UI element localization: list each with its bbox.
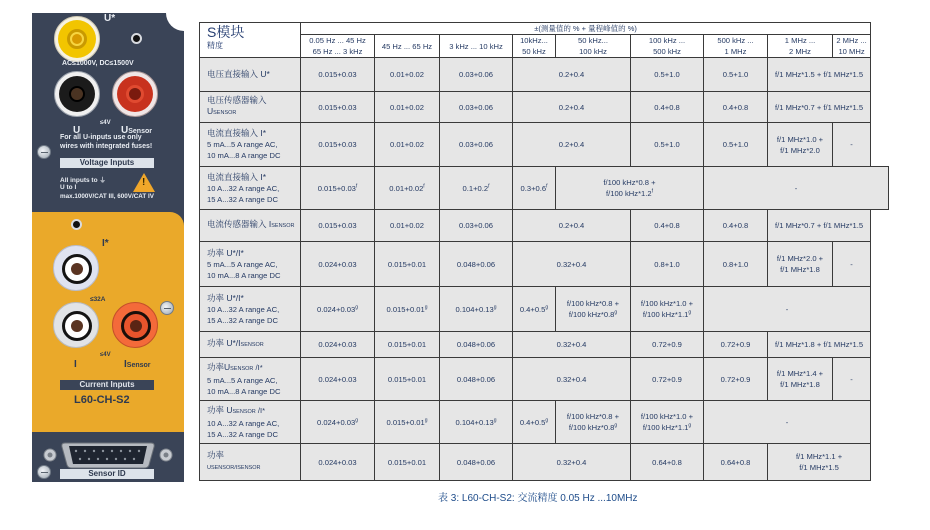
cell: 0.4+0.8 — [704, 210, 768, 242]
cell: 0.8+1.0 — [704, 242, 768, 287]
table-row — [200, 92, 889, 123]
cell: 0.015+0.03 — [301, 210, 375, 242]
label-i-star: I* — [102, 238, 109, 249]
label-u-sensor: USensor — [121, 125, 152, 136]
sensor-id-bar: Sensor ID — [60, 469, 154, 479]
label-ac-dc-limit: AC≤1000V, DC≤1500V — [62, 60, 134, 67]
current-inputs-section — [32, 212, 184, 432]
cell: 0.01+0.02$^f$ — [375, 167, 440, 210]
jack-i-star — [53, 245, 99, 291]
cell: f/100 kHz*0.8 + f/100 kHz*0.8$^g$ — [556, 401, 631, 444]
col-header-9: 2 MHz ... 10 MHz — [833, 35, 871, 58]
cell: 0.104+0.13$^g$ — [440, 401, 513, 444]
cell: 0.104+0.13$^g$ — [440, 287, 513, 332]
cell: f/1 MHz*1.8 + f/1 MHz*1.5 — [768, 332, 871, 358]
row-label: 功率 U*/ISENSOR — [200, 332, 301, 358]
col-header-5: 50 kHz... 100 kHz — [556, 35, 631, 58]
cell: 0.015+0.01 — [375, 242, 440, 287]
cell: 0.72+0.9 — [631, 358, 704, 401]
cell: - — [833, 358, 871, 401]
table-row — [200, 444, 889, 481]
row-label: 功率USENSOR /I* 5 mA...5 A range AC, 10 mA...8 A range DC — [200, 358, 301, 401]
row-label: 功率 USENSOR/ISENSOR — [200, 444, 301, 481]
cell: f/1 MHz*1.5 + f/1 MHz*1.5 — [768, 58, 871, 92]
cell: - — [704, 167, 889, 210]
cell: 0.015+0.03 — [301, 92, 375, 123]
col-header-8: 1 MHz ... 2 MHz — [768, 35, 833, 58]
fuse-note-1: For all U-inputs use only — [60, 134, 142, 141]
cell: 0.2+0.4 — [513, 58, 631, 92]
cell: 0.72+0.9 — [631, 332, 704, 358]
table-row — [200, 123, 889, 167]
cell: f/1 MHz*1.0 + f/1 MHz*2.0 — [768, 123, 833, 167]
cell: f/100 kHz*0.8 + f/100 kHz*0.8$^g$ — [556, 287, 631, 332]
cell: f/100 kHz*1.0 + f/100 kHz*1.1$^g$ — [631, 401, 704, 444]
cell: 0.5+1.0 — [631, 58, 704, 92]
jack-u-sensor — [112, 71, 158, 117]
cell: 0.015+0.03 — [301, 123, 375, 167]
row-label: 电流直接输入 I* 5 mA...5 A range AC, 10 mA...8 A range DC — [200, 123, 301, 167]
cell: 0.024+0.03 — [301, 358, 375, 401]
cell: f/1 MHz*1.4 + f/1 MHz*1.8 — [768, 358, 833, 401]
current-inputs-bar: Current Inputs — [60, 380, 154, 390]
cell: 0.4+0.8 — [631, 92, 704, 123]
model-label: L60-CH-S2 — [74, 394, 130, 406]
label-i-sensor: ISensor — [124, 359, 151, 370]
col-header-7: 500 kHz ... 1 MHz — [704, 35, 768, 58]
table-title: S模块 — [207, 24, 245, 40]
jack-u-star — [54, 16, 100, 62]
cell: 0.048+0.06 — [440, 444, 513, 481]
jack-i — [53, 302, 99, 348]
row-label: 电压直接输入 U* — [200, 58, 301, 92]
cell: 0.32+0.4 — [513, 358, 631, 401]
cell: 0.72+0.9 — [704, 332, 768, 358]
group-header: ±(测量值的 % + 量程峰值的 %) — [301, 23, 871, 35]
table-row — [200, 58, 889, 92]
cell: 0.4+0.5$^g$ — [513, 401, 556, 444]
cell: - — [833, 242, 871, 287]
cell: 0.015+0.01 — [375, 444, 440, 481]
label-u-star: U* — [104, 13, 116, 24]
row-label: 功率 U*/I* 10 A...32 A range AC, 15 A...32 A range DC — [200, 287, 301, 332]
cell: 0.015+0.01 — [375, 332, 440, 358]
jack-i-sensor — [112, 302, 158, 348]
label-u: U — [73, 125, 81, 136]
all-inputs-line2: U to I — [60, 184, 77, 191]
col-header-4: 10kHz... 50 kHz — [513, 35, 556, 58]
cell: f/1 MHz*2.0 + f/1 MHz*1.8 — [768, 242, 833, 287]
cell: 0.64+0.8 — [704, 444, 768, 481]
jack-u — [54, 71, 100, 117]
cell: - — [833, 123, 871, 167]
col-header-2: 45 Hz ... 65 Hz — [375, 35, 440, 58]
cell: 0.5+1.0 — [631, 123, 704, 167]
cell: 0.015+0.03$^f$ — [301, 167, 375, 210]
cell: 0.048+0.06 — [440, 242, 513, 287]
row-label: 电压传感器输入 USENSOR — [200, 92, 301, 123]
cell: 0.01+0.02 — [375, 92, 440, 123]
cell: 0.048+0.06 — [440, 332, 513, 358]
table-row — [200, 242, 889, 287]
cell: 0.32+0.4 — [513, 332, 631, 358]
cell: 0.64+0.8 — [631, 444, 704, 481]
cell: 0.048+0.06 — [440, 358, 513, 401]
cell: 0.03+0.06 — [440, 92, 513, 123]
cell: 0.72+0.9 — [704, 358, 768, 401]
cell: 0.01+0.02 — [375, 58, 440, 92]
all-inputs-line1: All inputs to ⏚ — [60, 177, 106, 184]
label-le-32a: ≤32A — [90, 296, 106, 303]
cell: 0.4+0.8 — [704, 92, 768, 123]
cell: 0.3+0.6$^f$ — [513, 167, 556, 210]
table-title-cell — [200, 23, 301, 58]
cell: 0.2+0.4 — [513, 123, 631, 167]
cell: 0.03+0.06 — [440, 58, 513, 92]
table-row — [200, 401, 889, 444]
label-le-4v-top: ≤4V — [100, 120, 111, 126]
table-row — [200, 167, 889, 210]
cell: f/100 kHz*1.0 + f/100 kHz*1.1$^g$ — [631, 287, 704, 332]
row-label: 电流传感器输入 ISENSOR — [200, 210, 301, 242]
cell: 0.024+0.03$^g$ — [301, 401, 375, 444]
col-header-1: 0.05 Hz ... 45 Hz 65 Hz ... 3 kHz — [301, 35, 375, 58]
all-inputs-line3: max.1000V/CAT III, 600V/CAT IV — [60, 193, 154, 200]
table-row — [200, 332, 889, 358]
cell: 0.015+0.03 — [301, 58, 375, 92]
cell: 0.5+1.0 — [704, 58, 768, 92]
row-label: 功率 U*/I* 5 mA...5 A range AC, 10 mA...8 A range DC — [200, 242, 301, 287]
device-front-panel — [32, 13, 184, 482]
table-row — [200, 287, 889, 332]
screw-middle — [160, 301, 174, 315]
cell: 0.01+0.02 — [375, 123, 440, 167]
sensor-id-connector — [43, 441, 173, 469]
cell: 0.2+0.4 — [513, 92, 631, 123]
voltage-inputs-bar: Voltage Inputs — [60, 158, 154, 168]
warning-triangle-icon: ! — [133, 173, 155, 192]
ground-hole-lower — [71, 219, 82, 230]
cell: f/1 MHz*1.1 + f/1 MHz*1.5 — [768, 444, 871, 481]
cell: 0.4+0.8 — [631, 210, 704, 242]
cell: 0.024+0.03$^g$ — [301, 287, 375, 332]
row-label: 电流直接输入 I* 10 A...32 A range AC, 15 A...32 A range DC — [200, 167, 301, 210]
cell: 0.2+0.4 — [513, 210, 631, 242]
cell: 0.32+0.4 — [513, 242, 631, 287]
table-row — [200, 358, 889, 401]
fuse-note-2: wires with integrated fuses! — [60, 143, 153, 150]
table-subtitle: 精度 — [207, 41, 223, 50]
row-label: 功率 USENSOR /I* 10 A...32 A range AC, 15 A...32 A range DC — [200, 401, 301, 444]
cell: 0.015+0.01 — [375, 358, 440, 401]
cell: 0.4+0.5$^g$ — [513, 287, 556, 332]
cell: f/100 kHz*0.8 + f/100 kHz*1.2$^f$ — [556, 167, 704, 210]
cell: 0.5+1.0 — [704, 123, 768, 167]
cell: 0.024+0.03 — [301, 444, 375, 481]
col-header-3: 3 kHz ... 10 kHz — [440, 35, 513, 58]
label-i: I — [74, 359, 77, 370]
col-header-6: 100 kHz ... 500 kHz — [631, 35, 704, 58]
cell: 0.8+1.0 — [631, 242, 704, 287]
accuracy-table — [199, 22, 889, 481]
cell: 0.32+0.4 — [513, 444, 631, 481]
table-caption: 表 3: L60-CH-S2: 交流精度 0.05 Hz ...10MHz — [438, 493, 638, 504]
screw-bottom — [37, 465, 51, 479]
panel-corner — [166, 13, 184, 31]
cell: 0.015+0.01$^g$ — [375, 401, 440, 444]
cell: f/1 MHz*0.7 + f/1 MHz*1.5 — [768, 210, 871, 242]
cell: f/1 MHz*0.7 + f/1 MHz*1.5 — [768, 92, 871, 123]
cell: 0.03+0.06 — [440, 123, 513, 167]
ground-hole — [131, 33, 142, 44]
cell: 0.024+0.03 — [301, 242, 375, 287]
label-le-4v-bottom: ≤4V — [100, 352, 111, 358]
cell: 0.03+0.06 — [440, 210, 513, 242]
cell: 0.015+0.01$^g$ — [375, 287, 440, 332]
cell: - — [704, 401, 871, 444]
cell: 0.01+0.02 — [375, 210, 440, 242]
cell: 0.024+0.03 — [301, 332, 375, 358]
cell: 0.1+0.2$^f$ — [440, 167, 513, 210]
screw-top — [37, 145, 51, 159]
table-row — [200, 210, 889, 242]
cell: - — [704, 287, 871, 332]
